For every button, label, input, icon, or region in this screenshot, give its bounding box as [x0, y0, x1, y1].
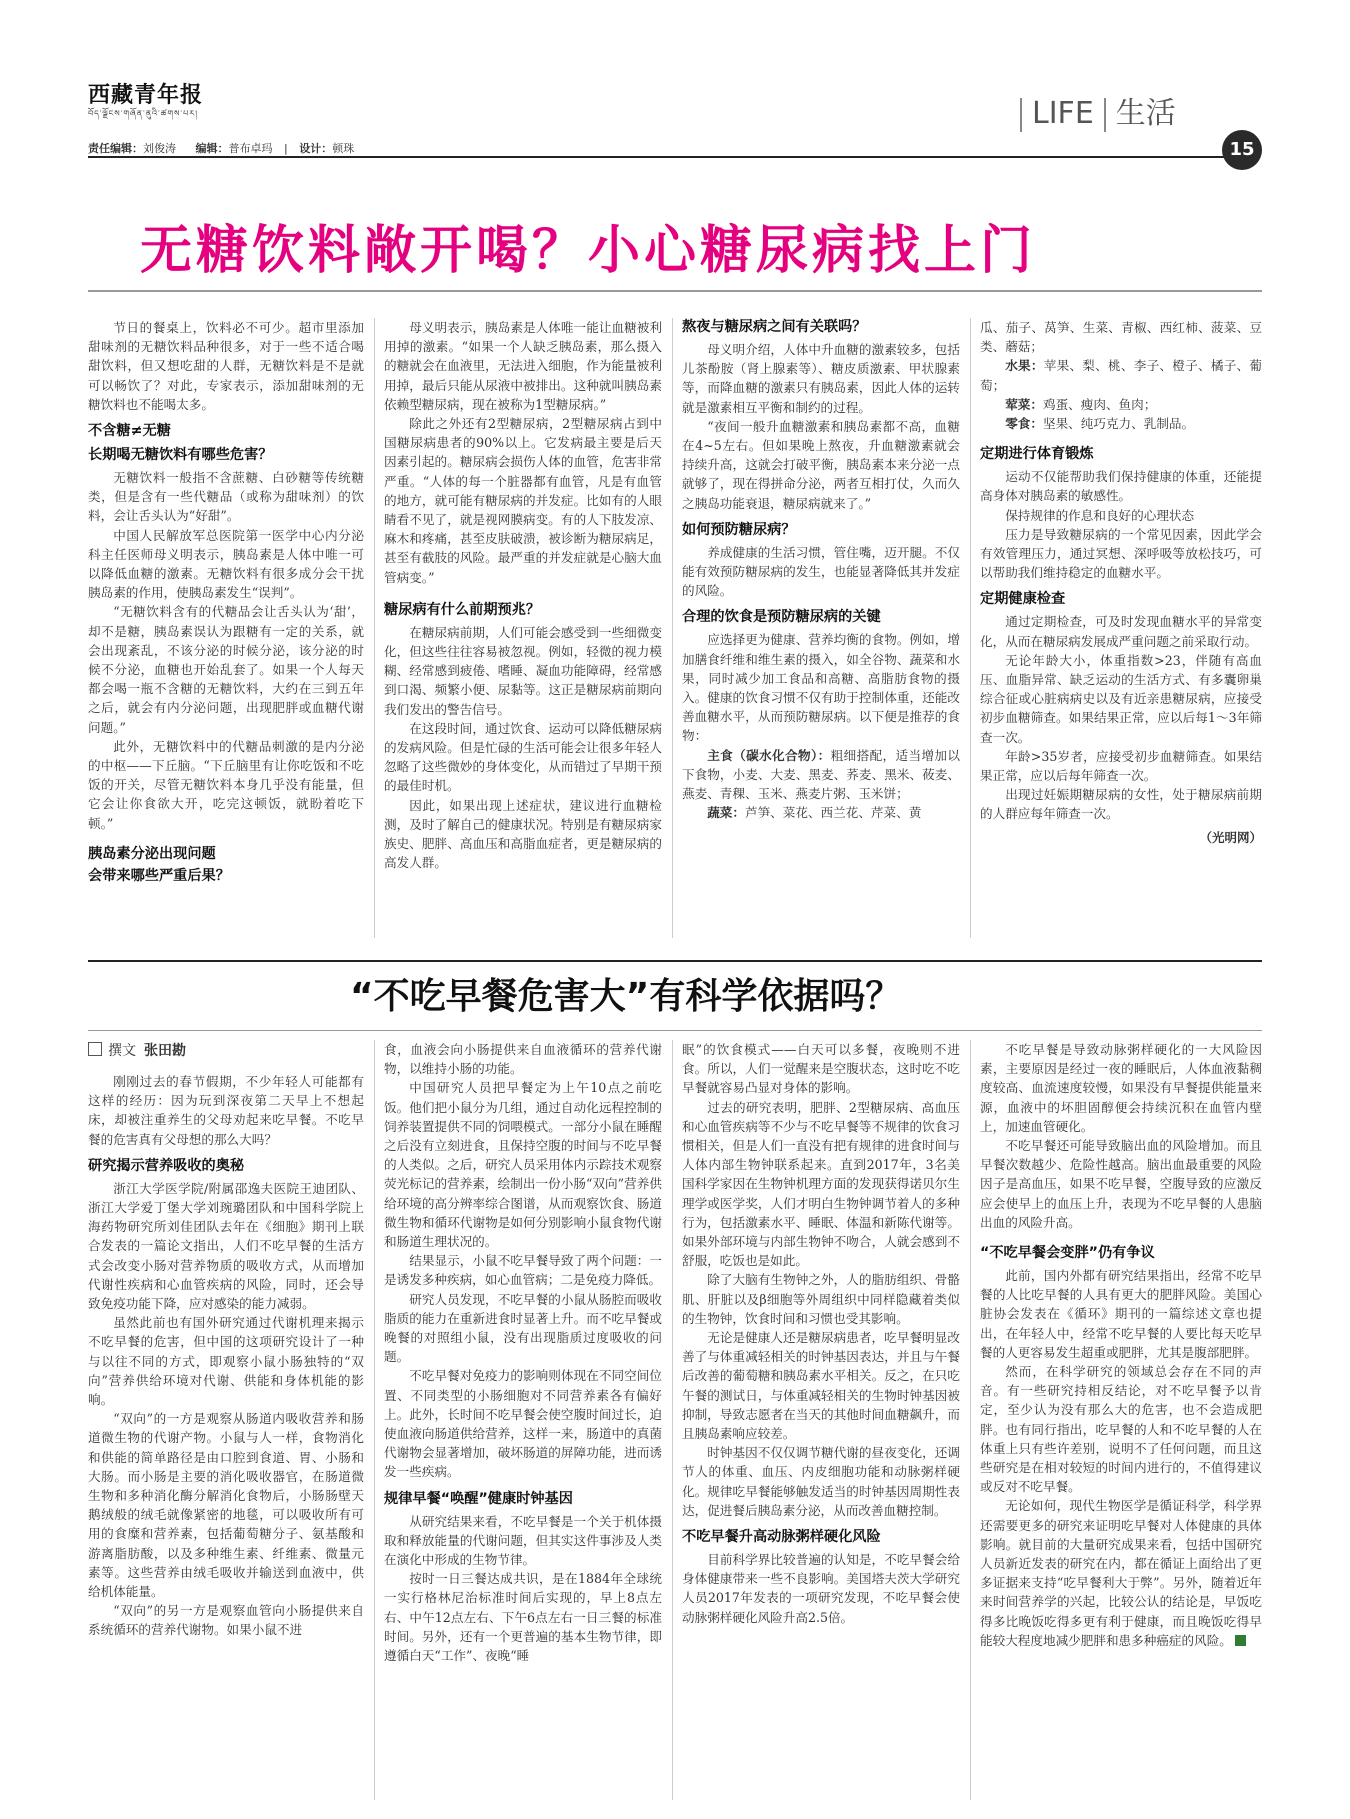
food-text: 坚果、纯巧克力、乳制品。 — [1042, 416, 1195, 432]
pen-icon — [88, 1042, 102, 1056]
column-divider — [672, 318, 673, 938]
paragraph: 因此，如果出现上述症状，建议进行血糖检测，及时了解自己的健康状况。特别是有糖尿病家族史、肥胖、高血压和高脂血症者，更是糖尿病的高发人群。 — [384, 797, 662, 871]
paragraph: 从研究结果来看，不吃早餐是一个关于机体摄取和释放能量的代谢问题，但其实这件事涉及人类在演化中形成的生物节律。 — [384, 1513, 662, 1568]
column-divider — [672, 1040, 673, 1800]
food-label: 水果： — [1005, 358, 1044, 374]
food-label: 蔬菜： — [707, 805, 745, 821]
paragraph: 压力是导致糖尿病的一个常见因素，因此学会有效管理压力，通过冥想、深呼吸等放松技巧，可以帮助我们维持稳定的血糖水平。 — [980, 526, 1262, 581]
end-mark-icon — [1235, 1635, 1246, 1646]
paragraph: “双向”的一方是观察从肠道内吸收营养和肠道微生物的代谢产物。小鼠与人一样，食物消化和供能的简单路径是由口腔到食道、胃、小肠和大肠。而小肠是主要的消化吸收器官，在肠道微生物和多种消化酶分解消化食物后，小肠肠壁天鹅绒般的绒毛就像紧密的地毯，可以吸收所有可用的食糜和营养素，包括葡萄糖分子、氨基酸和游离脂肪酸，以及多种维生素、纤维素、微量元素等。这些营养由绒毛吸收并输送到血液中，供给机体能量。 — [88, 1411, 364, 1600]
subheading: 合理的饮食是预防糖尿病的关键 — [682, 609, 881, 626]
paragraph: 除了大脑有生物钟之外，人的脂肪组织、骨骼肌、肝脏以及β细胞等外周组织中同样隐藏着类似的生物钟，饮食时间和习惯也受其影响。 — [682, 1272, 960, 1326]
paragraph: 不吃早餐是导致动脉粥样硬化的一大风险因素，主要原因是经过一夜的睡眠后，人体血液黏稠度较高、血流速度较慢，如果没有早餐提供能量来源，血液中的坏胆固醇便会持续沉积在血管内壁上，加速血管硬化。 — [980, 1042, 1262, 1134]
paragraph: 运动不仅能帮助我们保持健康的体重，还能提高身体对胰岛素的敏感性。 — [980, 469, 1262, 504]
column-divider — [970, 318, 971, 938]
column-divider — [970, 1040, 971, 1800]
byline-label: 撰文 — [108, 1043, 136, 1059]
paragraph: 按时一日三餐达成共识，是在1884年全球统一实行格林尼治标准时间后实现的，早上8点左右、中午12点左右、下午6点左右一日三餐的标准时间。另外，还有一个更普遍的基本生物节律，即遵循白天“工作”、夜晚“睡 — [384, 1571, 662, 1664]
paragraph: 母义明表示，胰岛素是人体唯一能让血糖被利用掉的激素。“如果一个人缺乏胰岛素，那么摄入的糖就会在血液里，无法进入细胞，作为能量被利用掉，最后只能从尿液中被排出。这种就叫胰岛素依赖型糖尿病，现在被称为1型糖尿病。” — [384, 320, 662, 412]
paragraph: 无论是健康人还是糖尿病患者，吃早餐明显改善了与体重减轻相关的时钟基因表达，并且与午餐后改善的葡萄糖和胰岛素水平相关。反之，在只吃午餐的测试日，与体重减轻相关的生物时钟基因被抑制，导致志愿者在当天的其他时间血糖飙升，而且胰岛素响应较差。 — [682, 1330, 960, 1442]
byline-author: 张田勘 — [144, 1043, 186, 1059]
editor2-label: 编辑： — [195, 142, 229, 155]
paragraph: 不吃早餐对免疫力的影响则体现在不同空间位置、不同类型的小肠细胞对不同营养素各有偏好上。此外，长时间不吃早餐会使空腹时间过长，迫使血液向肠道供给营养，这样一来，肠道中的真菌代谢物会显著增加，破坏肠道的屏障功能，进而诱发一些疾病。 — [384, 1368, 662, 1480]
section-label — [1010, 88, 1176, 132]
article-source: （光明网） — [1199, 829, 1262, 845]
paragraph: 然而，在科学研究的领域总会存在不同的声音。有一些研究持相反结论，对不吃早餐予以肯定，至少认为没有那么大的危害，也不会造成肥胖。也有同行指出，吃早餐的人和不吃早餐的人在体重上只有些许差别，说明不了任何问题，而且这些研究是在相对较短的时间内进行的，不值得建议或反对不吃早餐。 — [980, 1364, 1262, 1495]
paragraph: 结果显示，小鼠不吃早餐导致了两个问题：一是诱发多种疾病，如心血管病；二是免疫力降低。 — [384, 1253, 662, 1288]
food-text: 苹果、梨、桃、李子、橙子、橘子、葡萄； — [980, 358, 1263, 393]
subheading: 定期进行体育锻炼 — [980, 446, 1094, 463]
paragraph: 在这段时间，通过饮食、运动可以降低糖尿病的发病风险。但是忙碌的生活可能会让很多年轻人忽略了这些微妙的身体变化，从而错过了早期干预的最佳时机。 — [384, 720, 662, 794]
paragraph: 年龄>35岁者，应接受初步血糖筛查。如果结果正常，应以后每年筛查一次。 — [980, 748, 1262, 784]
editor2-name: 普布卓玛 — [228, 142, 273, 155]
page-number-badge: 15 — [1222, 130, 1262, 170]
subheading: 糖尿病有什么前期预兆？ — [384, 601, 541, 618]
subheading: 不含糖≠无糖 — [88, 423, 171, 440]
article1-column-4 — [980, 318, 1262, 847]
paragraph: 食，血液会向小肠提供来自血液循环的营养代谢物，以维持小肠的功能。 — [384, 1042, 662, 1077]
subheading: 规律早餐“唤醒”健康时钟基因 — [384, 1490, 573, 1507]
paragraph — [980, 1496, 1262, 1650]
section-divider — [1020, 98, 1022, 132]
food-label: 主食（碳水化合物）： — [707, 747, 831, 763]
subheading: 长期喝无糖饮料有哪些危害？ — [88, 447, 273, 464]
paragraph: 此前，国内外都有研究结果指出，经常不吃早餐的人比吃早餐的人具有更大的肥胖风险。美国心脏协会发表在《循环》期刊的一篇综述文章也提出，在年轻人中，经常不吃早餐的人要比每天吃早餐的人更容易发生超重或肥胖，尤其是腹部肥胖。 — [980, 1268, 1262, 1360]
food-text: 芦笋、菜花、西兰花、芹菜、黄 — [744, 805, 922, 821]
subheading: 熬夜与糖尿病之间有关联吗？ — [682, 319, 867, 335]
paragraph: 养成健康的生活习惯，管住嘴，迈开腿。不仅能有效预防糖尿病的发生，也能显著降低其并发症的风险。 — [682, 544, 960, 599]
section-divider — [1104, 98, 1106, 132]
paragraph: 通过定期检查，可及时发现血糖水平的异常变化，从而在糖尿病发展成严重问题之前采取行动。 — [980, 614, 1262, 649]
paragraph: 瓜、茄子、莴笋、生菜、青椒、西红柿、菠菜、豆类、蘑菇； — [980, 320, 1262, 355]
food-text: 粗细搭配，适当增加以下食物，小麦、大麦、黑麦、荞麦、黑米、莜麦、燕麦、青稞、玉米、燕麦片粥、玉米饼； — [682, 747, 961, 802]
subheading: 不吃早餐升高动脉粥样硬化风险 — [682, 1529, 881, 1546]
article1-column-2 — [384, 318, 662, 872]
subheading: 胰岛素分泌出现问题 会带来哪些严重后果？ — [88, 845, 230, 884]
paragraph: 过去的研究表明，肥胖、2型糖尿病、高血压和心血管疾病等不少与不吃早餐等不规律的饮食习惯相关，但是人们一直没有把有规律的进食时间与人体内部生物钟联系起来。直到2017年，3名美国科学家因在生物钟机理方面的发现获得诺贝尔生理学或医学奖，人们才明白生物钟调节着人的多种行为，包括激素水平、睡眠、体温和新陈代谢等。如果外部环境与内部生物钟不吻合，人就会感到不舒服，吃饭也是如此。 — [682, 1099, 960, 1269]
masthead-tibetan: བོད་ལྗོངས་གཞོན་ནུའི་ཚགས་པར། — [88, 109, 198, 118]
subheading: 如何预防糖尿病？ — [682, 521, 796, 538]
paragraph: 保持规律的作息和良好的心理状态 — [1005, 507, 1195, 523]
article2-column-3 — [682, 1040, 960, 1627]
section-cn: 生活 — [1115, 96, 1176, 131]
article1-headline: 无糖饮料敞开喝？小心糖尿病找上门 — [140, 221, 1037, 281]
food-item-meat — [980, 395, 1262, 414]
food-item-vegetable — [682, 803, 960, 822]
food-label: 零食： — [1005, 416, 1043, 432]
editor-name: 刘俊涛 — [143, 142, 176, 155]
article1-column-3 — [682, 316, 960, 822]
masthead: 西藏青年报 — [88, 82, 204, 108]
paragraph: 浙江大学医学院/附属邵逸夫医院王迪团队、浙江大学爱丁堡大学刘琬璐团队和中国科学院上海药物研究所刘佳团队去年在《细胞》期刊上联合发表的一篇论文指出，人们不吃早餐的生活方式会改变小肠对营养物质的吸收方式，从而增加代谢性疾病和心血管疾病的风险，同时，还会导致免疫功能下降，应对感染的能力减弱。 — [88, 1180, 364, 1312]
paragraph: 眠”的饮食模式——白天可以多餐，夜晚则不进食。所以，人们一觉醒来是空腹状态，这时吃不吃早餐就容易凸显对身体的影响。 — [682, 1042, 960, 1096]
paragraph: 研究人员发现，不吃早餐的小鼠从肠腔而吸收脂质的能力在重新进食时显著上升。而不吃早餐或晚餐的对照组小鼠，没有出现脂质过度吸收的问题。 — [384, 1291, 662, 1365]
column-divider — [374, 1040, 375, 1800]
paragraph: 母义明介绍，人体中升血糖的激素较多，包括儿茶酚胺（肾上腺素等）、糖皮质激素、甲状腺素等，而降血糖的激素只有胰岛素，因此人体的运转就是激素相互平衡和制约的过程。 — [682, 342, 960, 415]
subheading: “不吃早餐会变胖”仍有争议 — [980, 1245, 1155, 1262]
article2-column-4 — [980, 1040, 1262, 1650]
section-en: LIFE — [1032, 96, 1094, 131]
food-item-fruit — [980, 356, 1262, 394]
paragraph: 虽然此前也有国外研究通过代谢机理来揭示不吃早餐的危害，但中国的这项研究设计了一种与以往不同的方式，即观察小鼠小肠独特的“双向”营养供给环境对代谢、供能和身体机能的影响。 — [88, 1315, 364, 1408]
paragraph: 无糖饮料一般指不含蔗糖、白砂糖等传统糖类，但是含有一些代糖品（或称为甜味剂）的饮料，会让舌头认为“好甜”。 — [88, 470, 364, 524]
food-text: 鸡蛋、瘦肉、鱼肉； — [1042, 396, 1157, 412]
article2-headline: “不吃早餐危害大”有科学依据吗？ — [350, 976, 902, 1017]
paragraph: 节日的餐桌上，饮料必不可少。超市里添加甜味剂的无糖饮料品种很多，对于一些不适合喝甜饮料，但又想吃甜的人群，无糖饮料是不是就可以畅饮了？对此，专家表示，添加甜味剂的无糖饮料也不能喝太多。 — [88, 320, 364, 412]
paragraph: “双向”的另一方是观察血管向小肠提供来自系统循环的营养代谢物。如果小鼠不进 — [88, 1603, 364, 1638]
food-item-snack — [980, 414, 1262, 433]
paragraph-text: 无论如何，现代生物医学是循证科学，科学界还需要更多的研究来证明吃早餐对人体健康的具体影响。就目前的大量研究成果来看，包括中国研究人员新近发表的研究在内，都在循证上面给出了更多证据来支持“吃早餐利大于弊”。另外，随着近年来时间营养学的兴起，比较公认的结论是，早饭吃得多比晚饭吃得多更有利于健康，而且晚饭吃得早能较大程度地减少肥胖和患多种癌症的风险。 — [980, 1498, 1262, 1648]
article2-top-rule — [88, 960, 1262, 962]
article1-column-1 — [88, 318, 364, 889]
article2-column-2 — [384, 1040, 662, 1665]
paragraph: “无糖饮料含有的代糖品会让舌头认为‘甜’，却不是糖，胰岛素误认为跟糖有一定的关系，就会出现紊乱，不该分泌的时候分泌，该分泌的时候不分泌，血糖也开始乱套了。如果一个人每天都会喝一瓶不含糖的无糖饮料，大约在三到五年之后，就会有内分泌问题，出现肥胖或血糖代谢问题。” — [88, 604, 364, 735]
food-item-staple — [682, 746, 960, 804]
column-divider — [374, 318, 375, 938]
editor-label: 责任编辑： — [88, 142, 143, 155]
designer-name: 顿珠 — [332, 142, 355, 155]
designer-label: 设计： — [299, 142, 333, 155]
header-rule — [88, 156, 1230, 158]
paragraph: 应选择更为健康、营养均衡的食物。例如，增加膳食纤维和维生素的摄入，如全谷物、蔬菜和水果，同时减少加工食品和高糖、高脂肪食物的摄入。健康的饮食习惯不仅有助于控制体重，还能改善血糖水平，从而预防糖尿病。以下便是推荐的食物： — [682, 632, 960, 744]
paragraph: 中国研究人员把早餐定为上午10点之前吃饭。他们把小鼠分为几组，通过自动化远程控制的饲养装置提供不同的饲喂模式。一部分小鼠在睡醒之后没有立刻进食，且保持空腹的时间与不吃早餐的人类似。之后，研究人员采用体内示踪技术观察荧光标记的营养素，绘制出一份小肠“双向”营养供给环境的高分辨率综合图谱，从而观察饮食、肠道微生物和循环代谢物是如何分别影响小鼠食物代谢和肠道生理状况的。 — [384, 1080, 662, 1250]
food-label: 荤菜： — [1005, 396, 1043, 412]
headline2-rule — [88, 1030, 1262, 1031]
paragraph: 目前科学界比较普遍的认知是，不吃早餐会给身体健康带来一些不良影响。美国塔夫茨大学研究人员2017年发表的一项研究发现，不吃早餐会使动脉粥样硬化风险升高2.5倍。 — [682, 1552, 960, 1625]
paragraph: “夜间一般升血糖激素和胰岛素都不高，血糖在4~5左右。但如果晚上熬夜，升血糖激素就会持续升高，这就会打破平衡，胰岛素本来分泌一点就够了，现在得拼命分泌，两者互相打仗，久而久之胰岛功能衰退，糖尿病就来了。” — [682, 418, 960, 511]
byline — [88, 1040, 186, 1060]
paragraph: 此外，无糖饮料中的代糖品刺激的是内分泌的中枢——下丘脑。“下丘脑里有让你吃饭和不吃饭的开关，尽管无糖饮料本身几乎没有能量，但它会让你食欲大开，吃完这顿饭，就盼着吃下顿。” — [88, 738, 364, 831]
subheading: 研究揭示营养吸收的奥秘 — [88, 1157, 245, 1174]
paragraph: 在糖尿病前期，人们可能会感受到一些细微变化，但这些往往容易被忽视。例如，轻微的视力模糊、经常感到疲倦、嗜睡、凝血功能障碍，经常感到口渴、频繁小便、尿黏等。这正是糖尿病前期向我们发出的警告信号。 — [384, 624, 662, 717]
paragraph: 刚刚过去的春节假期，不少年轻人可能都有这样的经历：因为玩到深夜第二天早上不想起床，却被注重养生的父母劝起来吃早餐。不吃早餐的危害真有父母想的那么大吗？ — [88, 1074, 364, 1147]
paragraph: 除此之外还有2型糖尿病，2型糖尿病占到中国糖尿病患者的90%以上。它发病最主要是后天因素引起的。糖尿病会损伤人体的血管，危害非常严重。“人体的每一个脏器都有血管，凡是有血管的地方，就可能有糖尿病的并发症。比如有的人眼睛看不见了，就是视网膜病变。有的人下肢发凉、麻木和疼痛，甚至皮肤破溃，被诊断为糖尿病足，甚至有截肢的风险。最严重的并发症就是心脑大血管病变。” — [384, 416, 662, 585]
article2-column-1 — [88, 1072, 364, 1640]
paragraph: 出现过妊娠期糖尿病的女性，处于糖尿病前期的人群应每年筛查一次。 — [980, 787, 1262, 822]
subheading: 定期健康检查 — [980, 591, 1066, 608]
paragraph: 不吃早餐还可能导致脑出血的风险增加。而且早餐次数越少、危险性越高。脑出血最重要的风险因子是高血压，如果不吃早餐，空腹导致的应激反应会使早上的血压上升，表现为不吃早餐的人患脑出血的风险升高。 — [980, 1138, 1262, 1230]
headline1-rule — [88, 290, 1262, 292]
paragraph: 无论年龄大小，体重指数>23，伴随有高血压、血脂异常、缺乏运动的生活方式、有多囊卵巢综合征或心脏病病史以及有近亲患糖尿病，应接受初步血糖筛查。如果结果正常，应以后每1～3年筛查一次。 — [980, 652, 1262, 745]
credits: 责任编辑：刘俊涛 编辑：普布卓玛 | 设计：顿珠 — [88, 142, 355, 155]
paragraph: 中国人民解放军总医院第一医学中心内分泌科主任医师母义明表示，胰岛素是人体中唯一可以降低血糖的激素。无糖饮料有很多成分会干扰胰岛素的作用，使胰岛素发生“误判”。 — [88, 527, 364, 601]
paragraph: 时钟基因不仅仅调节糖代谢的昼夜变化，还调节人的体重、血压、内皮细胞功能和动脉粥样硬化。规律吃早餐能够触发适当的时钟基因周期性表达，促进餐后胰岛素分泌，从而改善血糖控制。 — [682, 1445, 960, 1518]
